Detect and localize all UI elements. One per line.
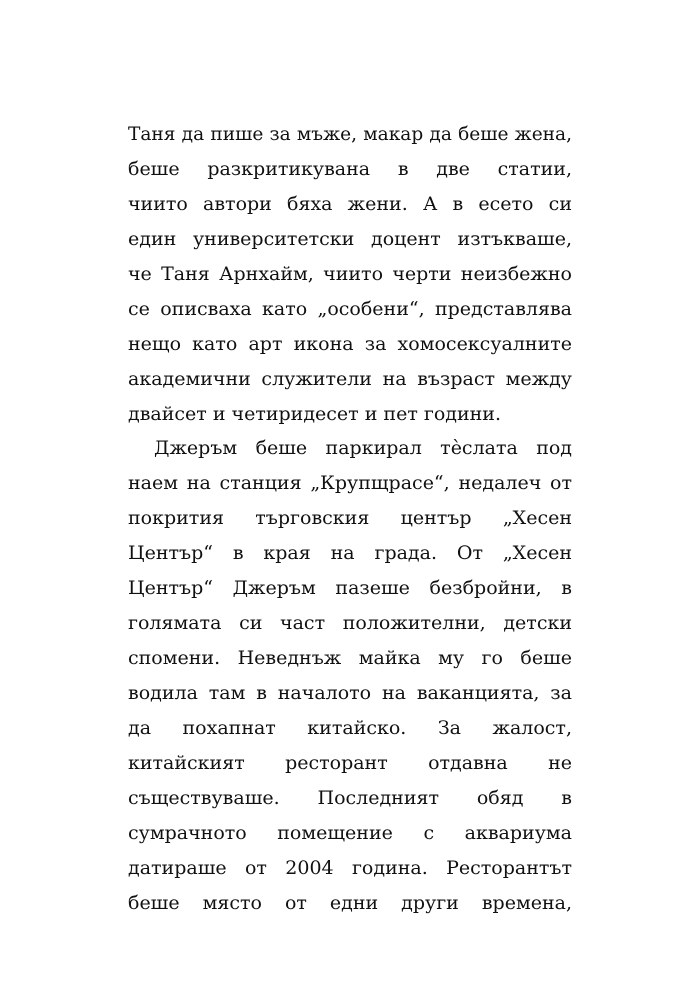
text-line: се описваха като „особени“, представлява (128, 298, 572, 320)
text-line: да похапнат китайско. За жалост, (128, 717, 572, 739)
text-line: голямата си част положителни, детски (128, 612, 572, 634)
text-line: беше разкритикувана в две статии, (128, 158, 572, 180)
text-line: наем на станция „Крупщрасе“, недалеч от (128, 472, 572, 494)
text-line: покрития търговския център „Хесен (128, 507, 572, 529)
text-line: водила там в началото на ваканцията, за (128, 682, 572, 704)
paragraph-2 (128, 431, 572, 921)
text-line: двайсет и четиридесет и пет години. (128, 403, 501, 425)
text-line: чиито автори бяха жени. А в есето си (128, 193, 572, 215)
text-line: Център“ Джеръм пазеше безбройни, в (128, 577, 572, 599)
text-line: Таня да пише за мъже, макар да беше жена, (128, 124, 572, 145)
text-line: датираше от 2004 година. Ресторантът (128, 857, 572, 879)
text-line: Център“ в края на града. От „Хесен (128, 542, 572, 564)
text-line: че Таня Арнхайм, чиито черти неизбежно (128, 263, 572, 285)
text-line: спомени. Неведнъж майка му го беше (128, 647, 572, 669)
text-line: китайският ресторант отдавна не (128, 752, 572, 774)
text-line: съществуваше. Последният обяд в (128, 787, 572, 809)
text-line: беше място от едни други времена, (128, 892, 572, 914)
text-line: Джеръм беше паркирал тѐслата под (154, 437, 572, 459)
text-line: сумрачното помещение с аквариума (128, 822, 572, 844)
text-line: академични служители на възраст между (128, 368, 572, 390)
paragraph-1 (128, 117, 572, 432)
text-line: нещо като арт икона за хомосексуалните (128, 333, 572, 355)
text-line: един университетски доцент изтъкваше, (128, 228, 572, 250)
